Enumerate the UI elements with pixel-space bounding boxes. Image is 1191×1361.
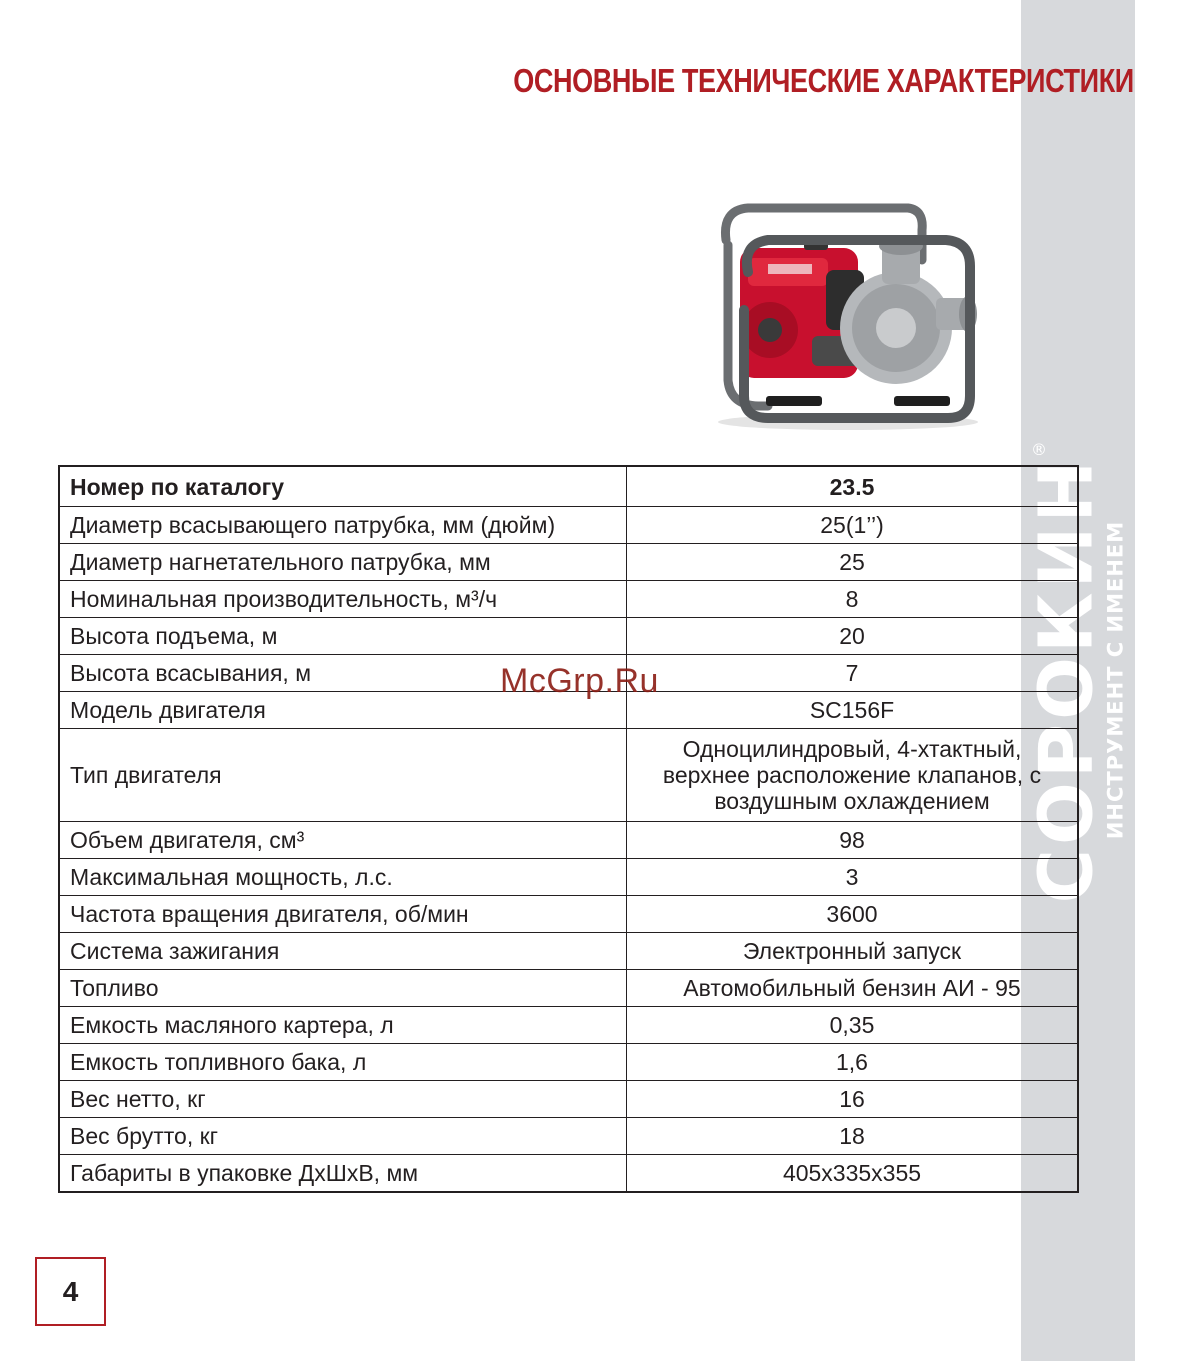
- spec-label: Модель двигателя: [59, 692, 627, 729]
- brand-tagline: ИНСТРУМЕНТ С ИМЕНЕМ: [1103, 520, 1128, 840]
- table-row: [59, 655, 1078, 692]
- spec-value: 25: [627, 544, 1079, 581]
- table-row: [59, 507, 1078, 544]
- spec-label: Диаметр всасывающего патрубка, мм (дюйм): [59, 507, 627, 544]
- spec-value: Одноцилиндровый, 4-хтактный, верхнее расположение клапанов, с воздушным охлаждением: [627, 729, 1079, 822]
- page-number: 4: [35, 1257, 106, 1326]
- table-row: [59, 581, 1078, 618]
- spec-label: Частота вращения двигателя, об/мин: [59, 896, 627, 933]
- spec-value: Автомобильный бензин АИ - 95: [627, 970, 1079, 1007]
- spec-label: Диаметр нагнетательного патрубка, мм: [59, 544, 627, 581]
- table-row: [59, 933, 1078, 970]
- table-header-row: [59, 466, 1078, 507]
- spec-value: 98: [627, 822, 1079, 859]
- table-row: [59, 896, 1078, 933]
- spec-value: 3600: [627, 896, 1079, 933]
- spec-value: 20: [627, 618, 1079, 655]
- spec-value: 18: [627, 1118, 1079, 1155]
- spec-value: 3: [627, 859, 1079, 896]
- catalog-number-label: Номер по каталогу: [59, 466, 627, 507]
- table-row: [59, 970, 1078, 1007]
- table-row: [59, 1007, 1078, 1044]
- specs-table: [58, 465, 1079, 1193]
- spec-label: Максимальная мощность, л.с.: [59, 859, 627, 896]
- table-row: [59, 859, 1078, 896]
- spec-label: Топливо: [59, 970, 627, 1007]
- product-image: [708, 200, 988, 432]
- spec-value: 0,35: [627, 1007, 1079, 1044]
- spec-value: 25(1’’): [627, 507, 1079, 544]
- spec-label: Емкость топливного бака, л: [59, 1044, 627, 1081]
- table-row: [59, 544, 1078, 581]
- spec-label: Высота всасывания, м: [59, 655, 627, 692]
- brand-name: СОРОКИН: [1023, 456, 1110, 904]
- registered-mark: ®: [1031, 440, 1047, 459]
- table-row: [59, 1155, 1078, 1193]
- table-row: [59, 1081, 1078, 1118]
- spec-label: Тип двигателя: [59, 729, 627, 822]
- table-row: [59, 1044, 1078, 1081]
- spec-value: 16: [627, 1081, 1079, 1118]
- spec-value: 8: [627, 581, 1079, 618]
- spec-label: Вес брутто, кг: [59, 1118, 627, 1155]
- table-row: [59, 692, 1078, 729]
- spec-label: Вес нетто, кг: [59, 1081, 627, 1118]
- spec-value: 405х335х355: [627, 1155, 1079, 1193]
- spec-value: 7: [627, 655, 1079, 692]
- page-title: ОСНОВНЫЕ ТЕХНИЧЕСКИЕ ХАРАКТЕРИСТИКИ: [513, 62, 1134, 99]
- water-pump-icon: [708, 200, 988, 432]
- spec-value: Электронный запуск: [627, 933, 1079, 970]
- watermark: McGrp.Ru: [500, 662, 659, 700]
- spec-value: 1,6: [627, 1044, 1079, 1081]
- catalog-number-value: 23.5: [627, 466, 1079, 507]
- spec-label: Номинальная производительность, м³/ч: [59, 581, 627, 618]
- table-row: [59, 618, 1078, 655]
- table-row: [59, 1118, 1078, 1155]
- table-row: [59, 729, 1078, 822]
- spec-label: Система зажигания: [59, 933, 627, 970]
- spec-label: Емкость масляного картера, л: [59, 1007, 627, 1044]
- spec-value: SC156F: [627, 692, 1079, 729]
- spec-label: Габариты в упаковке ДхШхВ, мм: [59, 1155, 627, 1193]
- spec-label: Высота подъема, м: [59, 618, 627, 655]
- table-row: [59, 822, 1078, 859]
- spec-label: Объем двигателя, см³: [59, 822, 627, 859]
